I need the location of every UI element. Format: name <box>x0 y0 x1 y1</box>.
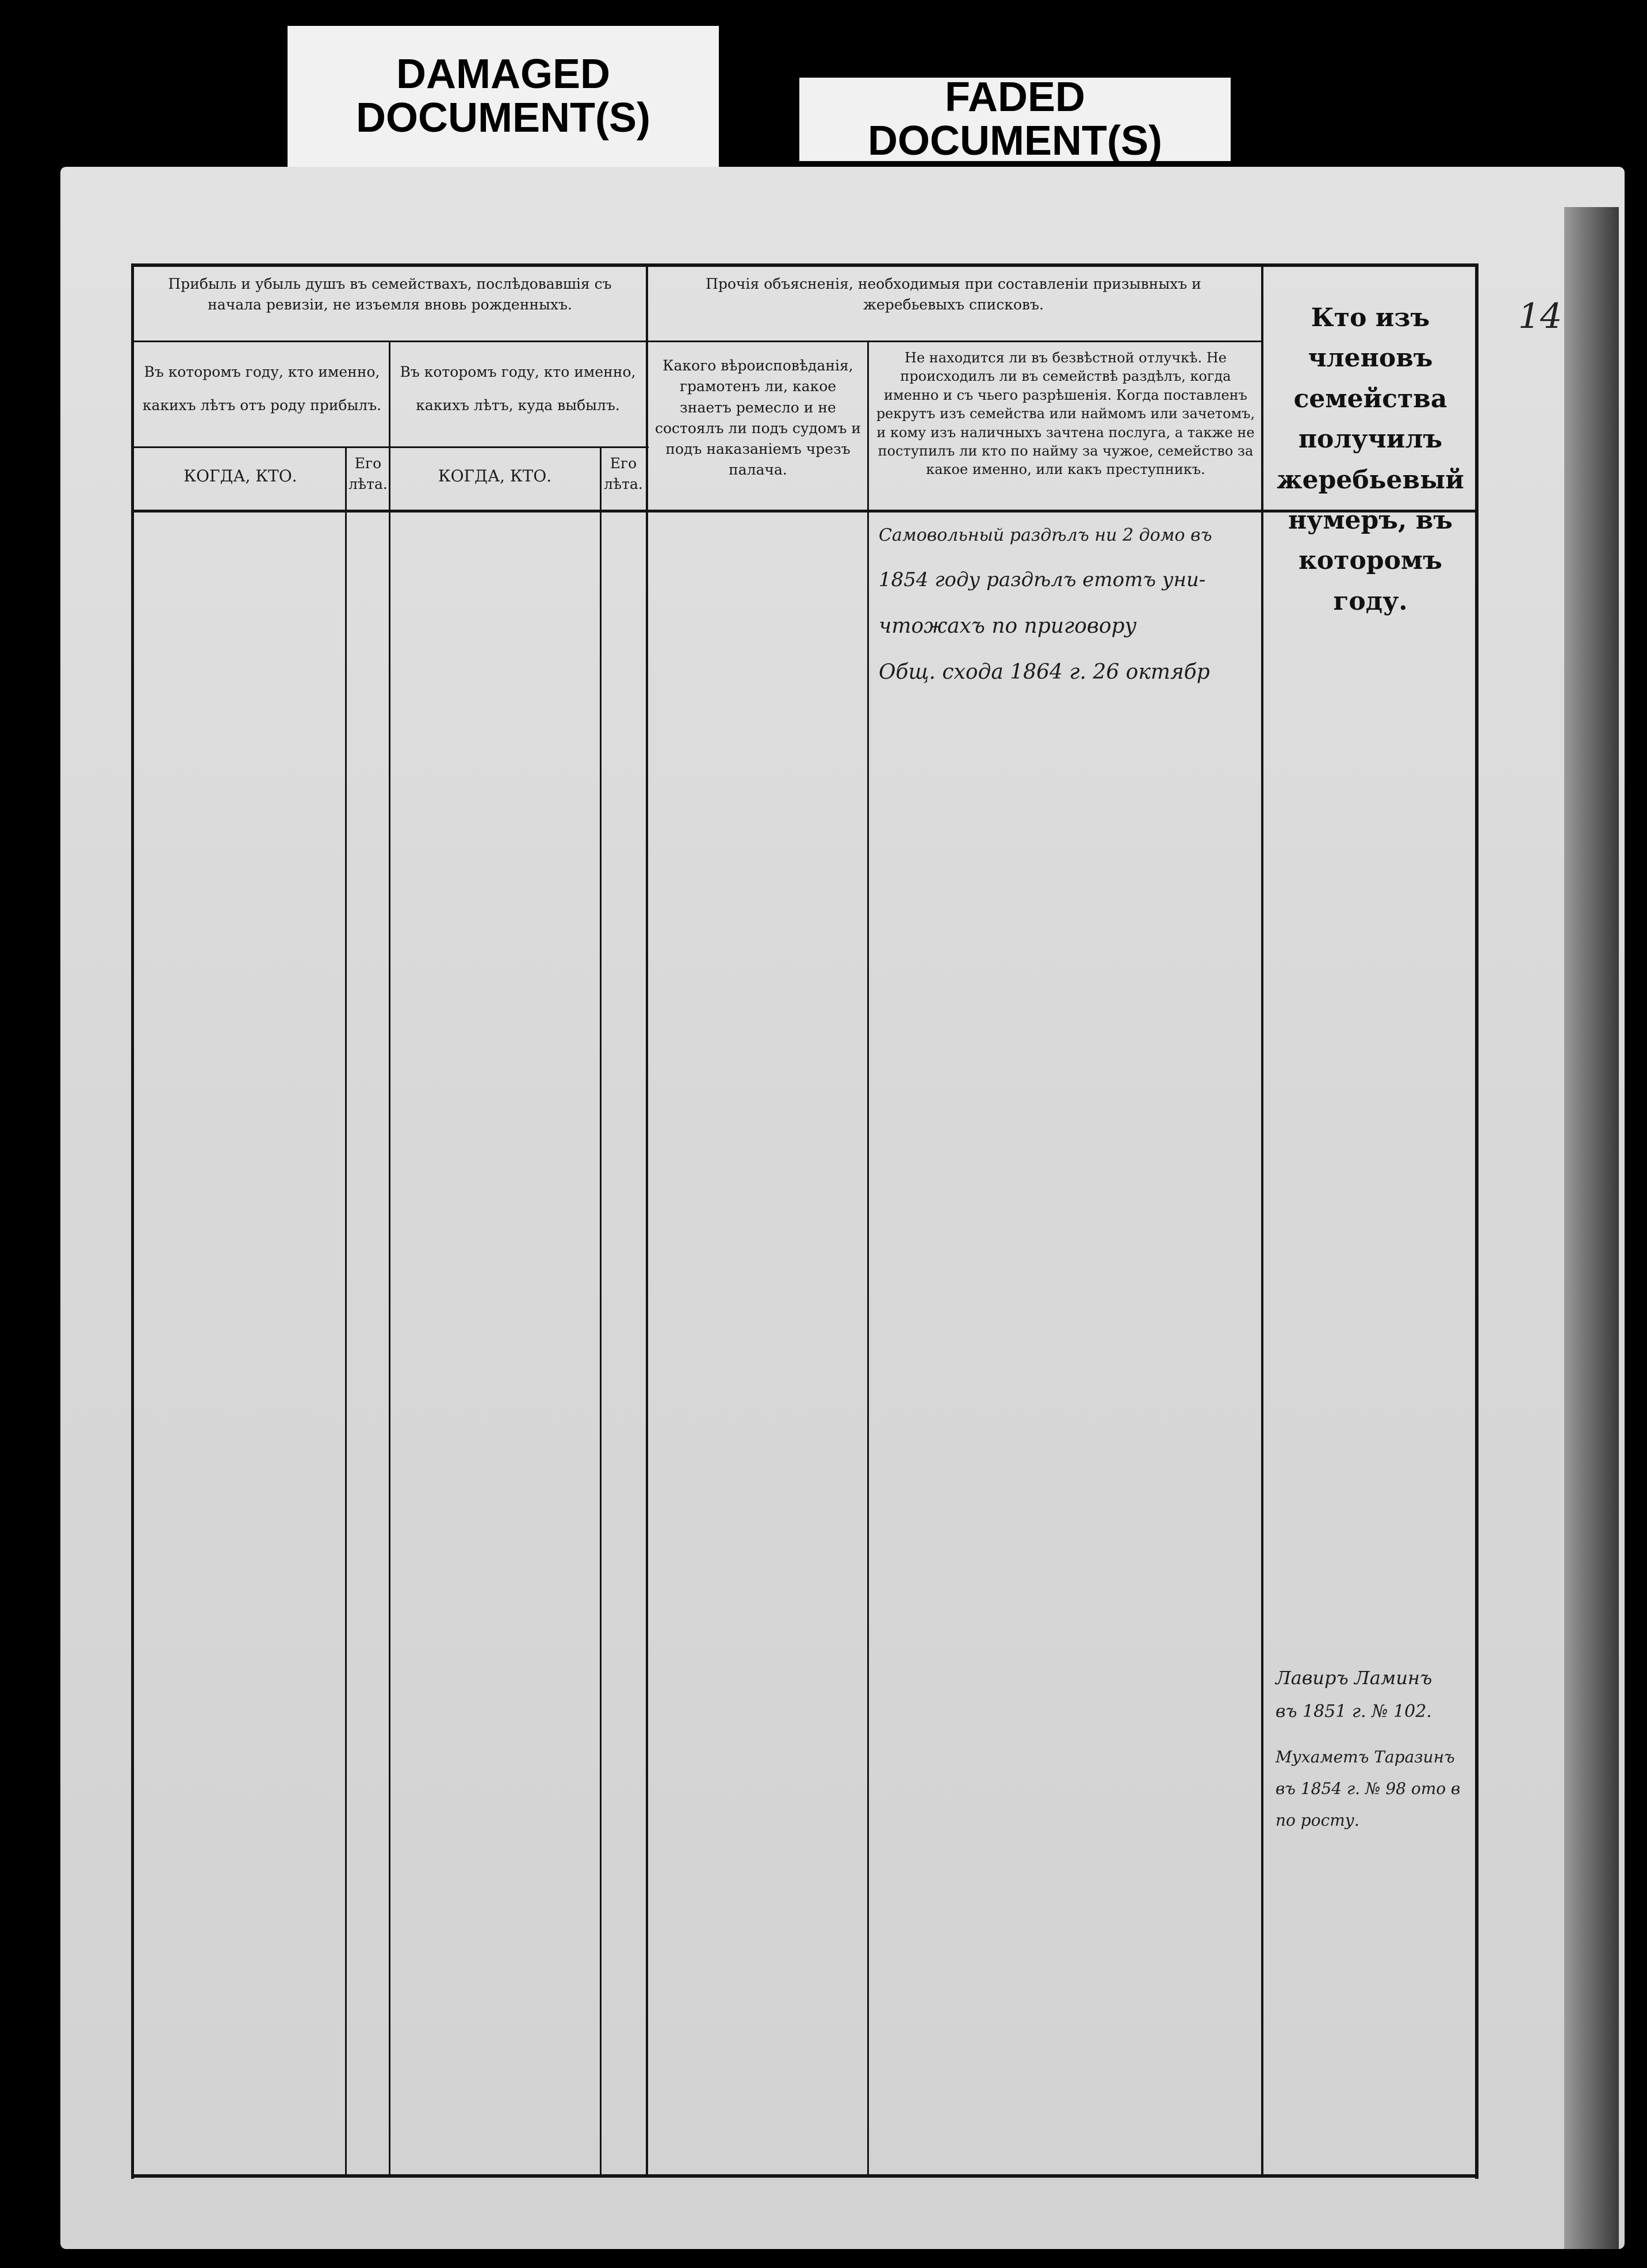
lot-entry-2-detail: въ 1854 г. № 98 ото в <box>1276 1779 1461 1798</box>
handwritten-note-line-4: Общ. схода 1864 г. 26 октябр <box>879 660 1210 684</box>
col-divider-group3 <box>1261 263 1263 2178</box>
table-top-border <box>131 263 1478 267</box>
handwritten-note-line-1: Самовольный раздѣлъ ни 2 домо въ <box>879 525 1212 545</box>
table-right-border <box>1475 263 1479 2179</box>
group2-title: Прочія объясненія, необходимыя при составленіи призывныхъ и жеребьевыхъ списковъ. <box>706 276 1201 313</box>
handwritten-note-line-3: чтожахъ по приговору <box>879 614 1137 638</box>
lot-entry-1-name: Лавиръ Ламинъ <box>1276 1667 1432 1689</box>
col-divider-group2 <box>646 263 648 2178</box>
arrived-subheader: Въ которомъ году, кто именно, какихъ лѣтъ отъ роду прибылъ. <box>142 364 382 414</box>
lot-entry-2-name: Мухаметъ Таразинъ <box>1276 1747 1455 1766</box>
col-divider-religion <box>867 341 869 2178</box>
col-divider-arrived-departed <box>389 341 390 2178</box>
page-edge-shadow <box>1564 207 1619 2249</box>
departed-age-header: Его лѣта. <box>604 455 643 493</box>
damaged-document-label: DAMAGED DOCUMENT(S) <box>288 26 719 167</box>
col-divider-age2 <box>600 446 602 2178</box>
arrived-age-header: Его лѣта. <box>348 455 388 493</box>
lot-entry-2-note: по росту. <box>1276 1811 1359 1830</box>
religion-subheader: Какого вѣроисповѣданія, грамотенъ ли, какое знаетъ ремесло и не состоялъ ли подъ судомъ и подъ наказаніемъ чрезъ палача. <box>654 357 861 479</box>
col-divider-age1 <box>345 446 347 2178</box>
register-table <box>131 263 1478 2179</box>
lot-entry-1-detail: въ 1851 г. № 102. <box>1276 1701 1432 1722</box>
handwritten-note-line-2: 1854 году раздѣлъ етотъ уни- <box>879 568 1206 591</box>
absence-subheader: Не находится ли въ безвѣстной отлучкѣ. Не происходилъ ли въ семействѣ раздѣлъ, когда именно и съ чьего разрѣшенія. Когда поставленъ рекрутъ изъ семейства или наймомъ или зачетомъ, и кому изъ наличныхъ зачтена послуга, а также не поступилъ ли кто по найму за чужое, семейство за какое именно, или какъ преступникъ. <box>876 350 1255 478</box>
page-number: 14 <box>1518 296 1562 336</box>
table-bottom-border <box>131 2174 1478 2178</box>
group1-title: Прибыль и убыль душъ въ семействахъ, послѣдовавшія съ начала ревизіи, не изъемля вновь рожденныхъ. <box>168 276 612 313</box>
group3-title: Кто изъ членовъ семейства получилъ жеребьевый нумеръ, въ которомъ году. <box>1277 303 1464 616</box>
departed-subheader: Въ которомъ году, кто именно, какихъ лѣтъ, куда выбылъ. <box>400 364 636 414</box>
faded-document-label: FADED DOCUMENT(S) <box>799 78 1231 161</box>
table-left-border <box>131 263 134 2179</box>
departed-when-who-header: КОГДА, КТО. <box>438 466 552 485</box>
header-rule-1 <box>131 341 1262 342</box>
arrived-when-who-header: КОГДА, КТО. <box>183 466 297 485</box>
